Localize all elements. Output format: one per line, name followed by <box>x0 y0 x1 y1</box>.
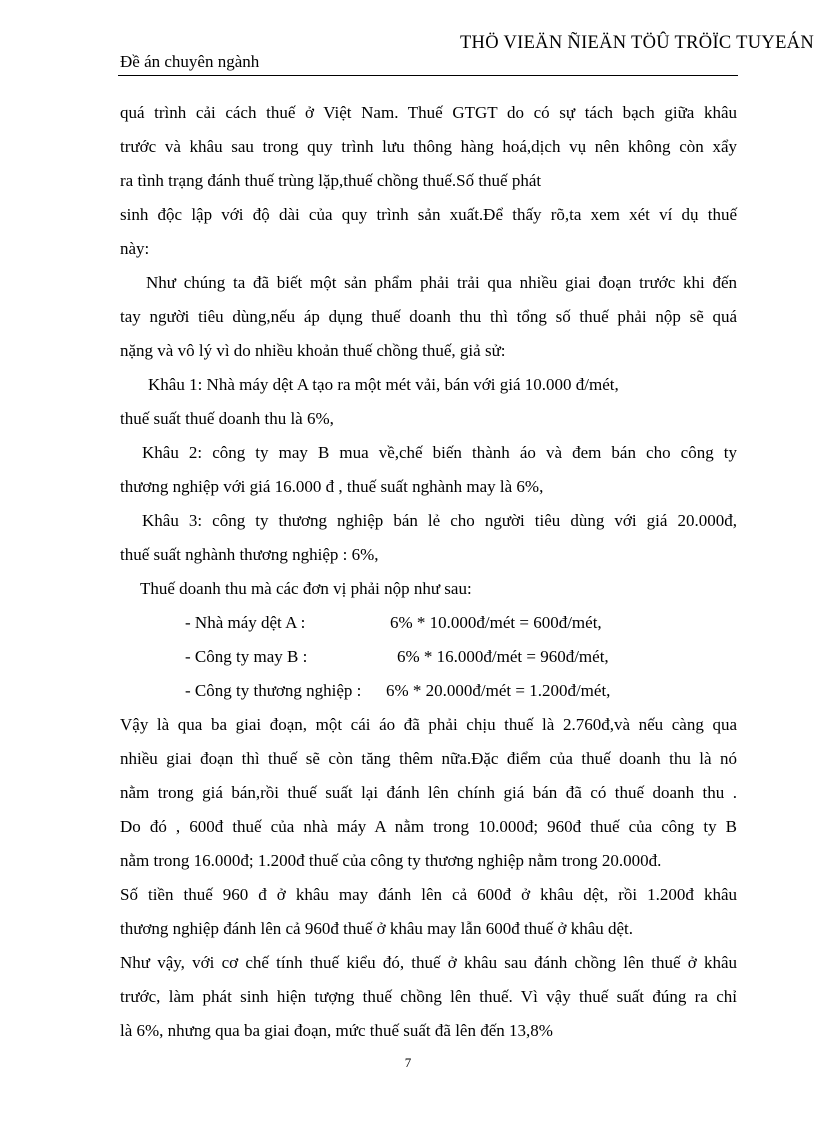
paragraph-line: trước, làm phát sinh hiện tượng thuế chồng lên thuế. Vì vậy thuế suất đúng ra chỉ <box>120 987 737 1006</box>
paragraph-line: nằm trong giá bán,rồi thuế suất lại đánh lên chính giá bán đã có thuế doanh thu . <box>120 783 737 802</box>
tax-row-label: - Nhà máy dệt A : <box>185 613 306 632</box>
stage-2-line: Khâu 2: công ty may B mua về,chế biến thành áo và đem bán cho công ty <box>142 443 737 462</box>
paragraph-line: Do đó , 600đ thuế của nhà máy A nằm trong 10.000đ; 960đ thuế của công ty B <box>120 817 737 836</box>
stage-1-line: Khâu 1: Nhà máy dệt A tạo ra một mét vải, bán với giá 10.000 đ/mét, <box>148 375 619 394</box>
stage-2-line: thương nghiệp với giá 16.000 đ , thuế suất nghành may là 6%, <box>120 477 544 496</box>
tax-row <box>120 640 737 674</box>
paragraph-line: tay người tiêu dùng,nếu áp dụng thuế doanh thu thì tổng số thuế phải nộp sẽ quá <box>120 307 737 326</box>
calculation-intro: Thuế doanh thu mà các đơn vị phải nộp như sau: <box>140 579 472 598</box>
stage-3-line: thuế suất nghành thương nghiệp : 6%, <box>120 545 379 564</box>
tax-row-label: - Công ty may B : <box>185 647 308 666</box>
tax-row-label: - Công ty thương nghiệp : <box>185 681 362 700</box>
tax-row-value: 6% * 10.000đ/mét = 600đ/mét, <box>390 613 602 632</box>
paragraph-line: nhiều giai đoạn thì thuế sẽ còn tăng thêm nữa.Đặc điểm của thuế doanh thu là nó <box>120 749 737 768</box>
paragraph-line: nặng và vô lý vì do nhiều khoản thuế chồng thuế, giả sử: <box>120 341 506 360</box>
paragraph-line: ra tình trạng đánh thuế trùng lặp,thuế chồng thuế.Số thuế phát <box>120 171 542 190</box>
paragraph-line: Như vậy, với cơ chế tính thuế kiểu đó, thuế ở khâu sau đánh chồng lên thuế ở khâu <box>120 953 737 972</box>
paragraph-line: này: <box>120 239 150 258</box>
tax-row-value: 6% * 20.000đ/mét = 1.200đ/mét, <box>386 681 611 700</box>
paragraph-line: là 6%, nhưng qua ba giai đoạn, mức thuế suất đã lên đến 13,8% <box>120 1021 553 1040</box>
paragraph-line: nằm trong 16.000đ; 1.200đ thuế của công ty thương nghiệp nằm trong 20.000đ. <box>120 851 662 870</box>
page-number: 7 <box>404 1055 412 1070</box>
paragraph-line: Số tiền thuế 960 đ ở khâu may đánh lên cả 600đ ở khâu dệt, rồi 1.200đ khâu <box>120 885 737 904</box>
tax-row <box>120 606 737 640</box>
paragraph-line: sinh độc lập với độ dài của quy trình sản xuất.Để thấy rõ,ta xem xét ví dụ thuế <box>120 205 737 224</box>
paragraph-line: Vậy là qua ba giai đoạn, một cái áo đã phải chịu thuế là 2.760đ,và nếu càng qua <box>120 715 737 734</box>
paragraph-line: trước và khâu sau trong quy trình lưu thông hàng hoá,dịch vụ nên không còn xẩy <box>120 137 737 156</box>
paragraph-line: thương nghiệp đánh lên cả 960đ thuế ở khâu may lẫn 600đ thuế ở khâu dệt. <box>120 919 634 938</box>
header-left-title: Đề án chuyên ngành <box>120 52 260 71</box>
header-divider <box>118 75 738 76</box>
paragraph-line: quá trình cải cách thuế ở Việt Nam. Thuế GTGT do có sự tách bạch giữa khâu <box>120 103 737 122</box>
tax-row <box>120 674 737 708</box>
header-right-title: THÖ VIEÄN ÑIEÄN TÖÛ TRÖÏC TUYEÁN <box>459 33 814 53</box>
tax-row-value: 6% * 16.000đ/mét = 960đ/mét, <box>397 647 609 666</box>
stage-3-line: Khâu 3: công ty thương nghiệp bán lẻ cho người tiêu dùng với giá 20.000đ, <box>142 511 737 530</box>
stage-1-line: thuế suất thuế doanh thu là 6%, <box>120 409 334 428</box>
document-body <box>120 96 737 1048</box>
paragraph-line: Như chúng ta đã biết một sản phẩm phải trải qua nhiều giai đoạn trước khi đến <box>146 273 737 292</box>
